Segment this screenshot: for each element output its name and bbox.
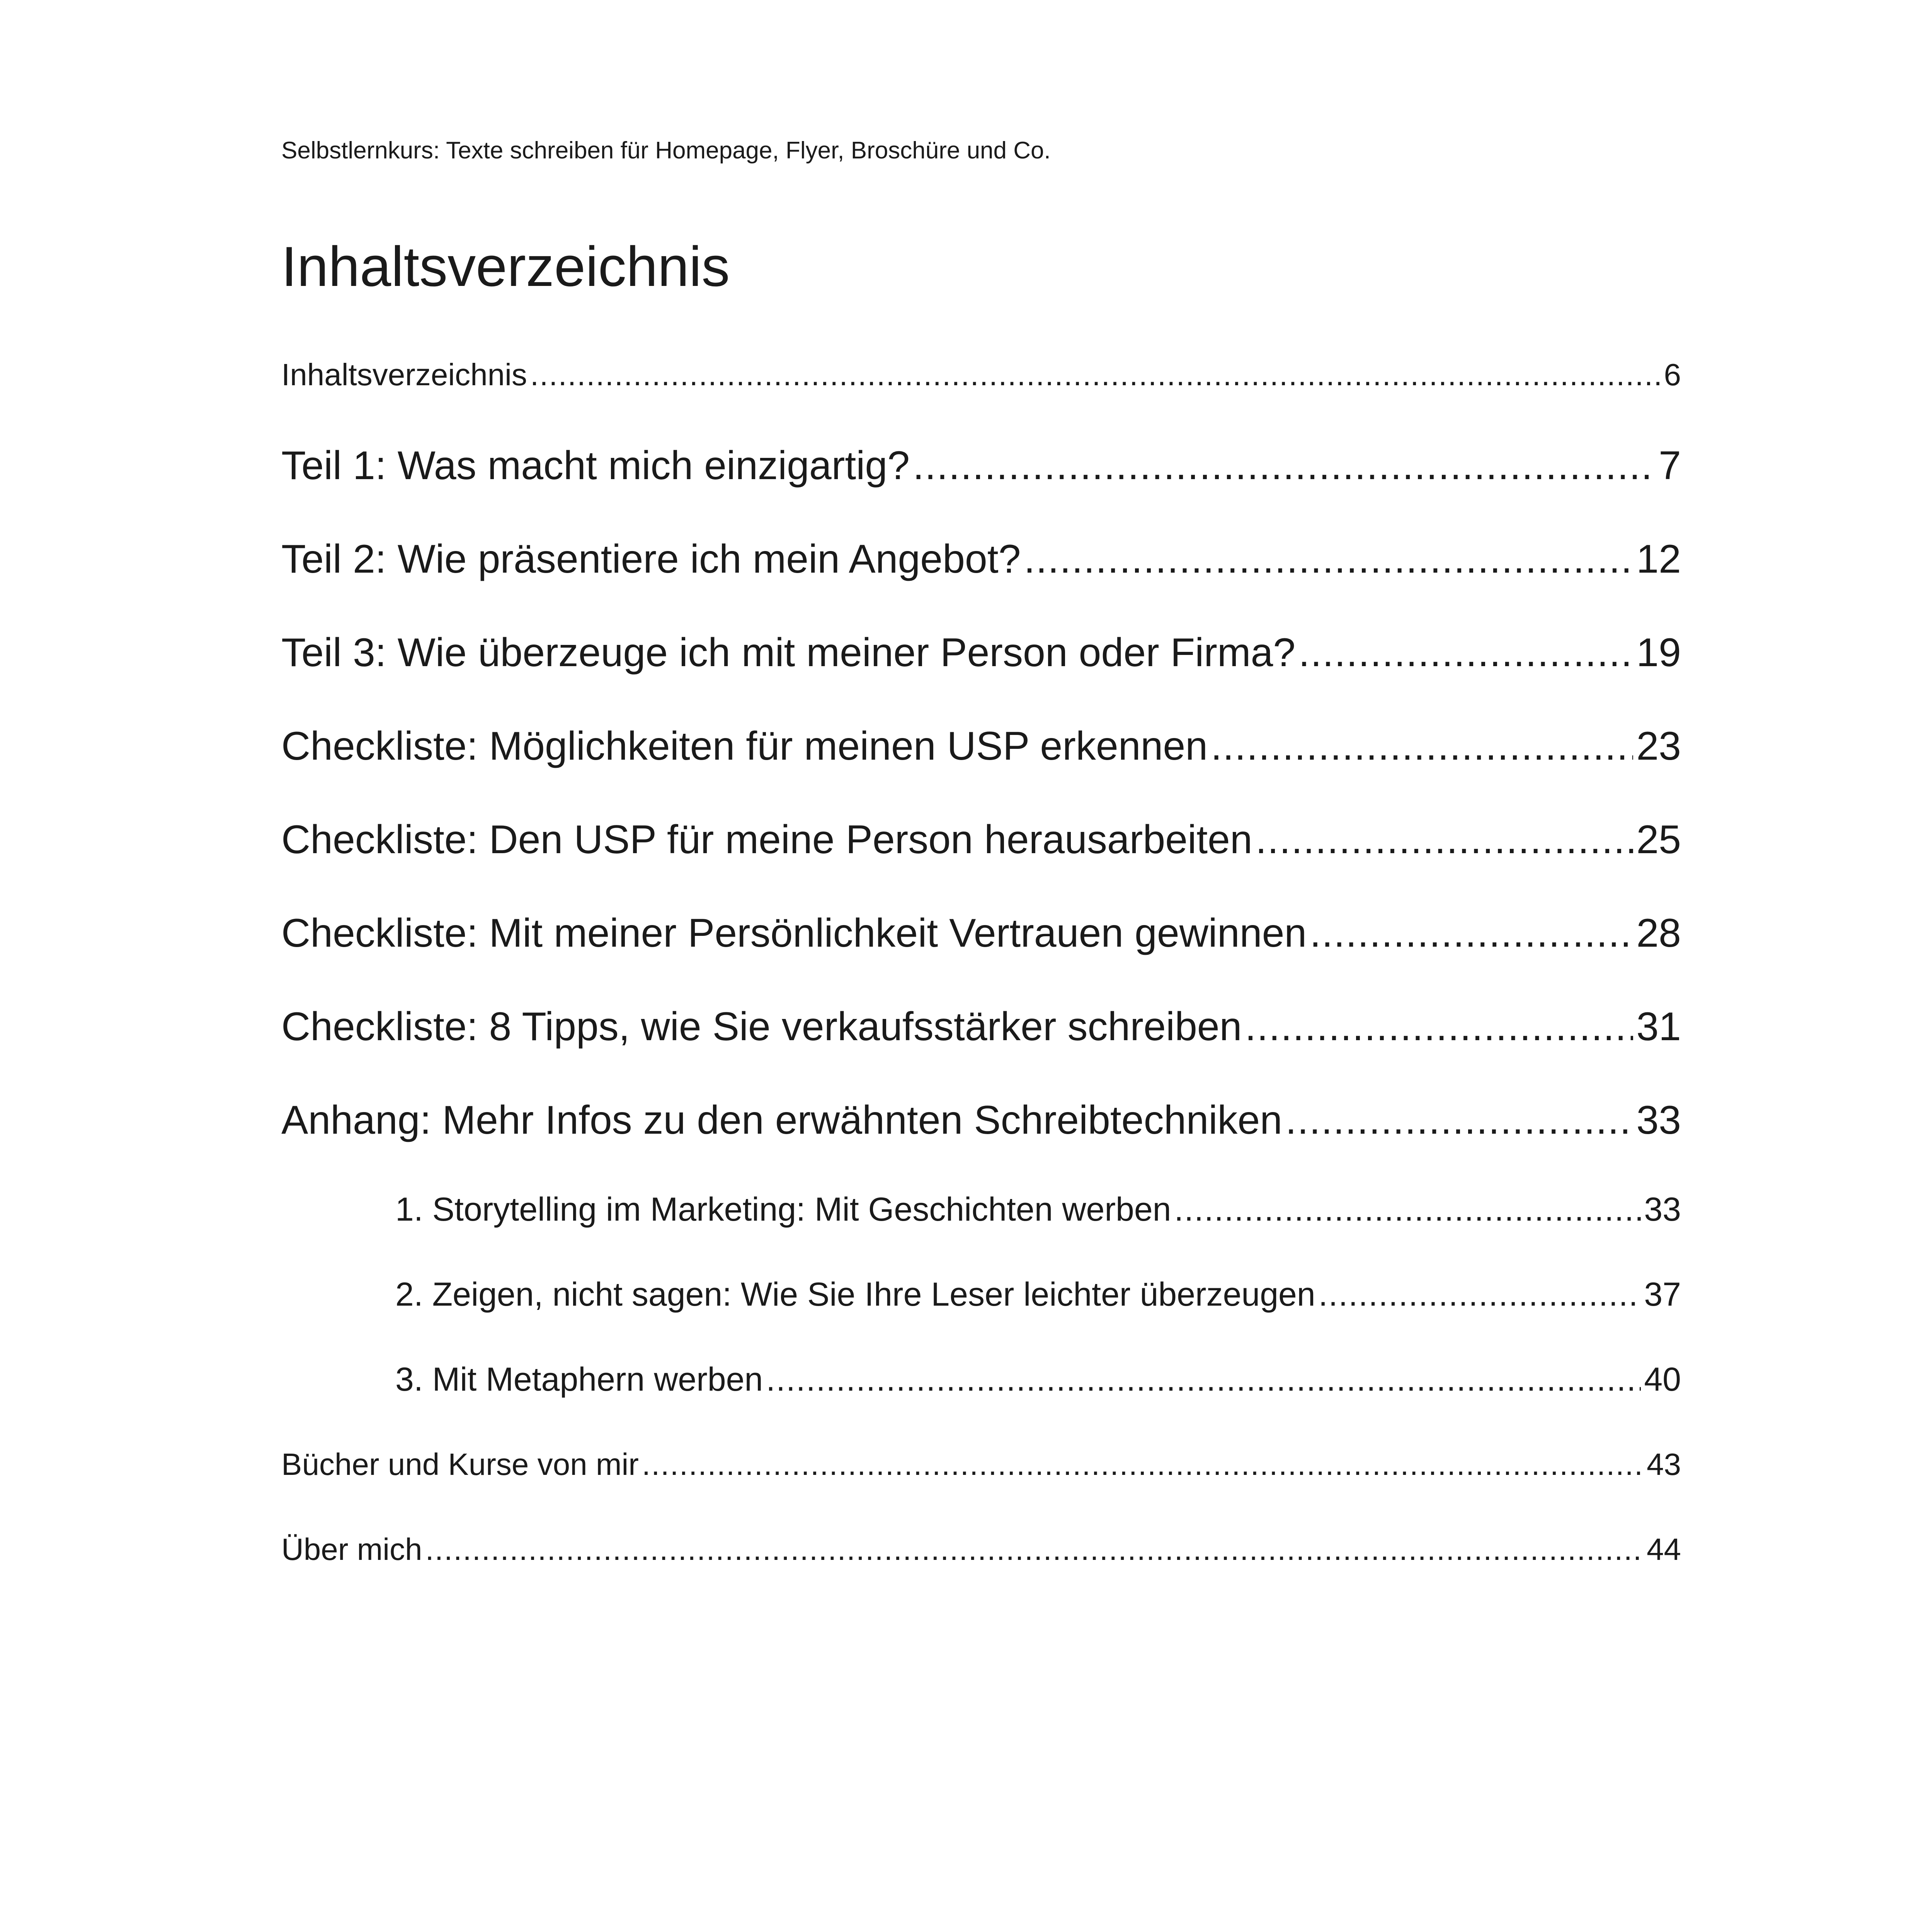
dot-leader bbox=[1174, 1188, 1641, 1231]
toc-entry-page: 33 bbox=[1636, 1098, 1681, 1143]
toc-entry-label: Checkliste: 8 Tipps, wie Sie verkaufsstärker schreiben bbox=[281, 1004, 1242, 1049]
toc-entry-buecher-kurse[interactable] bbox=[281, 1445, 1681, 1484]
dot-leader bbox=[766, 1358, 1641, 1401]
toc-title: Inhaltsverzeichnis bbox=[281, 235, 730, 298]
toc-entry-teil-2[interactable] bbox=[281, 534, 1681, 584]
dot-leader bbox=[1211, 721, 1633, 771]
toc-entry-page: 40 bbox=[1644, 1361, 1681, 1398]
toc-entry-page: 37 bbox=[1644, 1276, 1681, 1313]
dot-leader bbox=[1245, 1002, 1634, 1052]
toc-entry-anhang[interactable] bbox=[281, 1095, 1681, 1145]
toc-entry-page: 28 bbox=[1636, 911, 1681, 956]
toc-entry-label: Über mich bbox=[281, 1532, 422, 1566]
toc-entry-label: Checkliste: Möglichkeiten für meinen USP erkennen bbox=[281, 724, 1208, 769]
toc-entry-checkliste-vertrauen[interactable] bbox=[281, 908, 1681, 958]
toc-entry-ueber-mich[interactable] bbox=[281, 1530, 1681, 1569]
toc-entry-teil-1[interactable] bbox=[281, 440, 1681, 491]
toc-entry-label: Checkliste: Mit meiner Persönlichkeit Vertrauen gewinnen bbox=[281, 911, 1307, 956]
toc-entry-page: 7 bbox=[1659, 443, 1681, 488]
toc-entry-page: 12 bbox=[1636, 537, 1681, 582]
toc-entry-page: 43 bbox=[1647, 1447, 1681, 1481]
dot-leader bbox=[1285, 1095, 1633, 1145]
dot-leader bbox=[913, 440, 1656, 491]
running-header: Selbstlernkurs: Texte schreiben für Homepage, Flyer, Broschüre und Co. bbox=[281, 137, 1051, 164]
toc-entry-page: 33 bbox=[1644, 1191, 1681, 1228]
dot-leader bbox=[642, 1445, 1644, 1484]
dot-leader bbox=[425, 1530, 1644, 1569]
dot-leader bbox=[1024, 534, 1634, 584]
toc-entry-label: Teil 1: Was macht mich einzigartig? bbox=[281, 443, 910, 488]
toc-entry-label: Inhaltsverzeichnis bbox=[281, 357, 527, 392]
toc-entry-metaphern[interactable] bbox=[395, 1358, 1681, 1401]
toc-entry-label: 3. Mit Metaphern werben bbox=[395, 1361, 763, 1398]
toc-entry-inhaltsverzeichnis[interactable] bbox=[281, 355, 1681, 394]
toc-entry-page: 23 bbox=[1636, 724, 1681, 769]
toc-entry-checkliste-usp-erkennen[interactable] bbox=[281, 721, 1681, 771]
toc-entry-label: 1. Storytelling im Marketing: Mit Geschichten werben bbox=[395, 1191, 1171, 1228]
dot-leader bbox=[1298, 628, 1633, 678]
toc-entry-label: Teil 3: Wie überzeuge ich mit meiner Person oder Firma? bbox=[281, 630, 1296, 675]
toc-entry-teil-3[interactable] bbox=[281, 628, 1681, 678]
toc-entry-label: Bücher und Kurse von mir bbox=[281, 1447, 639, 1481]
toc-entry-label: 2. Zeigen, nicht sagen: Wie Sie Ihre Leser leichter überzeugen bbox=[395, 1276, 1315, 1313]
toc-entry-storytelling[interactable] bbox=[395, 1188, 1681, 1231]
dot-leader bbox=[1310, 908, 1633, 958]
toc-entry-label: Anhang: Mehr Infos zu den erwähnten Schreibtechniken bbox=[281, 1098, 1283, 1143]
toc-entry-label: Checkliste: Den USP für meine Person herausarbeiten bbox=[281, 817, 1252, 862]
toc-entry-page: 44 bbox=[1647, 1532, 1681, 1566]
toc-entry-page: 19 bbox=[1636, 630, 1681, 675]
dot-leader bbox=[1319, 1273, 1641, 1316]
toc-entry-page: 31 bbox=[1636, 1004, 1681, 1049]
toc-entry-page: 6 bbox=[1664, 357, 1681, 392]
toc-entry-page: 25 bbox=[1636, 817, 1681, 862]
toc-entry-checkliste-usp-person[interactable] bbox=[281, 815, 1681, 865]
dot-leader bbox=[1256, 815, 1634, 865]
toc-entry-label: Teil 2: Wie präsentiere ich mein Angebot? bbox=[281, 537, 1021, 582]
toc-entry-zeigen-nicht-sagen[interactable] bbox=[395, 1273, 1681, 1316]
dot-leader bbox=[530, 355, 1661, 394]
toc-entry-checkliste-tipps[interactable] bbox=[281, 1002, 1681, 1052]
